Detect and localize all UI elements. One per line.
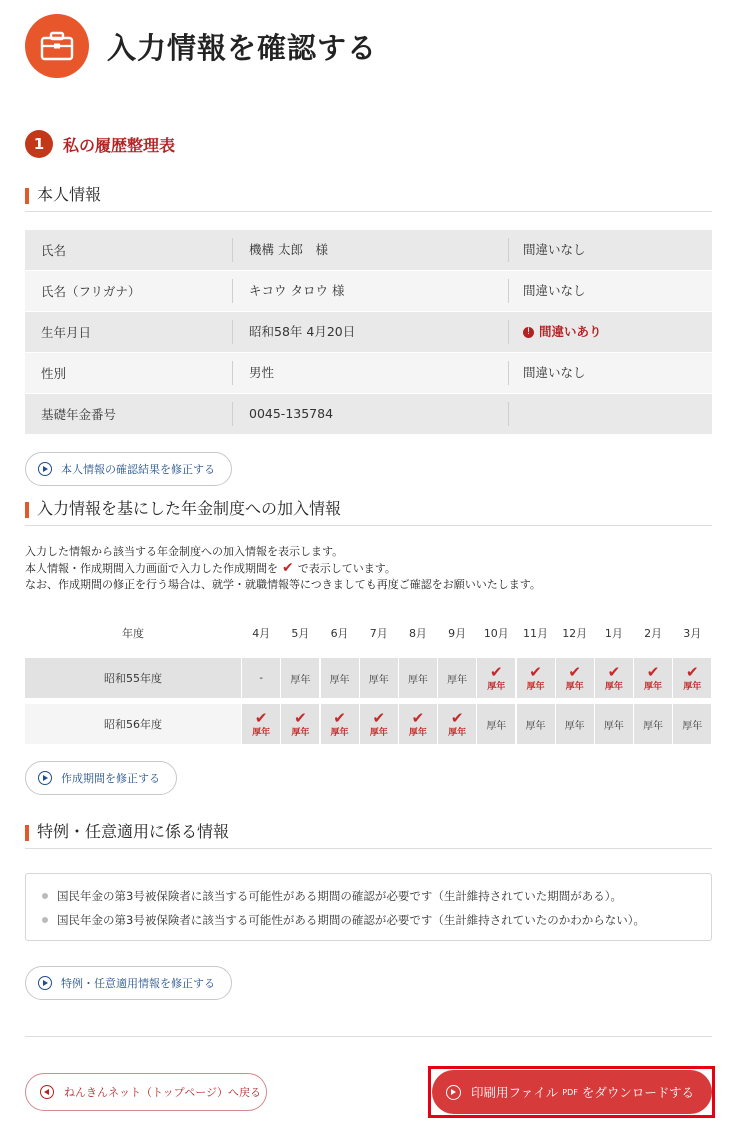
cell-label: 厚年 [407,674,428,686]
cell-label: 厚年 [525,720,546,732]
step-number-badge: 1 [25,130,53,158]
note-text: 国民年金の第3号被保険者に該当する可能性がある期間の確認が必要です（生計維持されていたのかわからない）。 [57,913,646,927]
download-label-pre: 印刷用ファイル [471,1085,559,1100]
briefcase-icon [25,14,89,78]
check-icon: ✔ [450,708,464,727]
section-pension-heading [25,498,712,526]
check-icon: ✔ [646,662,660,681]
desc-line: 入力した情報から該当する年金制度への加入情報を表示します。 [25,545,344,558]
button-label: 本人情報の確認結果を修正する [61,463,215,476]
cell-label: 厚年 [290,674,311,686]
check-icon: ✔ [282,560,294,576]
personal-info-table [25,230,712,435]
period-cell [360,658,398,698]
status-text: 間違いなし [523,283,586,298]
bullet-icon [42,917,48,923]
cell-label: 厚年 [291,727,310,738]
period-cell [399,704,437,744]
info-label: 氏名（フリガナ） [41,284,141,299]
info-label: 性別 [41,366,67,381]
divider [25,1036,712,1037]
info-row [25,312,712,352]
month-header: 8月 [408,627,427,640]
info-status [508,320,712,344]
period-cell [517,704,555,744]
info-label: 氏名 [41,243,67,258]
cell-label: 厚年 [486,720,507,732]
period-row [25,704,712,744]
cell-label: 厚年 [329,674,350,686]
cell-label: 厚年 [683,681,702,692]
info-label: 生年月日 [41,325,92,340]
period-cell [399,658,437,698]
period-cell [634,658,672,698]
period-cell [595,704,633,744]
download-label-pdf: PDF [562,1087,578,1097]
month-header: 2月 [644,627,663,640]
period-cell [281,658,319,698]
check-icon: ✔ [685,662,699,681]
period-cell [242,704,280,744]
note-text: 国民年金の第3号被保険者に該当する可能性がある期間の確認が必要です（生計維持されていた期間がある）。 [57,889,623,903]
cell-label: 厚年 [408,727,427,738]
period-row [25,658,712,698]
button-label: 作成期間を修正する [61,772,160,785]
special-notes-box [25,873,712,941]
period-cell [438,658,476,698]
step-label: 私の履歴整理表 [63,135,176,155]
period-cell [281,704,319,744]
page-header [25,13,377,79]
cell-label: 厚年 [448,727,467,738]
period-cell [477,704,515,744]
check-icon: ✔ [529,662,542,681]
section-marker [25,825,29,841]
cell-label: - [259,672,263,684]
button-label: ねんきんネット（トップページ）へ戻る [64,1086,262,1099]
period-cell [595,658,633,698]
cell-label: 厚年 [682,720,703,732]
cell-label: 厚年 [564,720,585,732]
month-header: 4月 [252,627,271,640]
period-cell [556,658,594,698]
play-circle-icon [38,462,52,476]
cell-label: 厚年 [487,681,506,692]
cell-label: 厚年 [526,681,545,692]
check-icon: ✔ [490,662,503,681]
month-header: 6月 [330,627,349,640]
month-header: 7月 [369,627,388,640]
section-marker [25,502,29,518]
cell-label: 厚年 [447,674,468,686]
section-personal-heading [25,184,712,212]
desc-line: なお、作成期間の修正を行う場合は、就学・就職情報等につきましても再度ご確認をお願いいたします。 [25,578,541,591]
status-text: 間違いなし [523,365,586,380]
cell-label: 厚年 [565,681,584,692]
info-value: 男性 [232,361,508,385]
period-cell [556,704,594,744]
info-value: キコウ タロウ 様 [232,279,508,303]
status-text-error: 間違いあり [539,324,602,339]
section-title: 入力情報を基にした年金制度への加入情報 [37,499,342,518]
check-icon: ✔ [294,708,307,727]
cell-label: 厚年 [368,674,389,686]
year-header: 年度 [122,627,144,640]
info-status [508,279,712,303]
info-row [25,394,712,434]
edit-personal-info-button[interactable] [25,452,232,486]
month-header: 9月 [448,627,467,640]
period-cell [242,658,280,698]
month-header: 11月 [523,627,548,640]
play-circle-icon [446,1085,461,1100]
info-status [508,402,712,426]
section-special-heading [25,821,712,849]
period-cell [634,704,672,744]
desc-text: で表示しています。 [297,562,396,575]
info-value: 昭和58年 4月20日 [232,320,508,344]
error-icon: ! [523,327,534,338]
play-circle-icon [38,976,52,990]
note-item [42,884,711,908]
info-status [508,361,712,385]
cell-label: 厚年 [644,681,663,692]
cell-label: 厚年 [252,727,271,738]
year-label: 昭和56年度 [25,704,241,744]
period-cell [321,658,359,698]
period-cell [360,704,398,744]
info-row [25,230,712,270]
cell-label: 厚年 [330,727,349,738]
section-title: 本人情報 [37,185,102,204]
status-text: 間違いなし [523,242,586,257]
cell-label: 厚年 [604,681,623,692]
period-cell [477,658,515,698]
page-title: 入力情報を確認する [107,30,378,65]
section-title: 特例・任意適用に係る情報 [37,822,230,841]
check-icon: ✔ [568,662,581,681]
period-table [25,614,712,750]
period-header-row [25,614,712,652]
note-item [42,908,711,932]
period-cell [673,658,711,698]
period-cell [438,704,476,744]
period-cell [517,658,555,698]
year-label: 昭和55年度 [25,658,241,698]
check-icon: ✔ [254,708,268,727]
back-arrow-circle-icon [40,1085,54,1099]
step-heading [25,130,175,158]
download-pdf-button[interactable] [432,1070,712,1114]
month-header: 3月 [683,627,702,640]
month-header: 12月 [562,627,588,640]
info-status [508,238,712,262]
bullet-icon [42,893,48,899]
month-header: 10月 [483,627,509,640]
cell-label: 厚年 [643,720,664,732]
pension-description [25,544,541,593]
cell-label: 厚年 [369,727,388,738]
month-header: 1月 [604,627,623,640]
check-icon: ✔ [333,708,346,727]
info-value: 0045-135784 [232,402,508,426]
desc-text: 本人情報・作成期間入力画面で入力した作成期間を [25,562,278,575]
download-label-post: をダウンロードする [581,1085,694,1100]
info-row [25,271,712,311]
edit-period-button[interactable] [25,761,177,795]
desc-line [25,560,541,577]
month-header: 5月 [291,627,310,640]
back-to-top-button[interactable] [25,1073,267,1111]
period-cell [321,704,359,744]
play-circle-icon [38,771,52,785]
check-icon: ✔ [372,708,386,727]
info-row [25,353,712,393]
button-label: 特例・任意適用情報を修正する [61,977,215,990]
check-icon: ✔ [411,708,425,727]
section-marker [25,188,29,204]
period-cell [673,704,711,744]
info-label: 基礎年金番号 [41,407,117,422]
info-value: 機構 太郎 様 [232,238,508,262]
cell-label: 厚年 [603,720,624,732]
check-icon: ✔ [607,662,621,681]
edit-special-info-button[interactable] [25,966,232,1000]
